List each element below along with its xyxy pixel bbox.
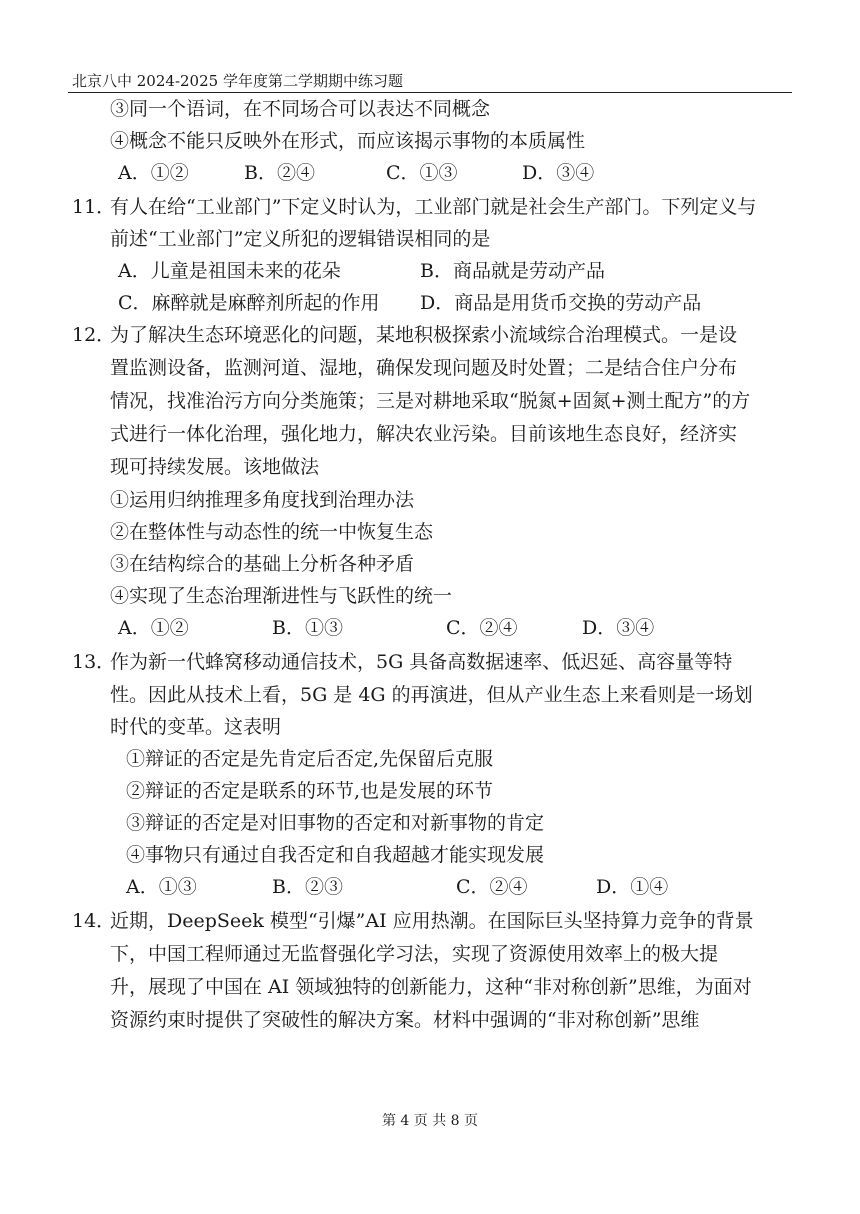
q14-stem-line-2: 下，中国工程师通过无监督强化学习法，实现了资源使用效率上的极大提: [110, 943, 719, 965]
q13-item-4: ④事物只有通过自我否定和自我超越才能实现发展: [126, 844, 545, 866]
q12-stem-line-4: 式进行一体化治理，强化地力，解决农业污染。目前该地生态良好，经济实: [110, 423, 738, 445]
q12-item-4: ④实现了生态治理渐进性与飞跃性的统一: [110, 585, 453, 607]
q14-stem-line-3: 升，展现了中国在 AI 领域独特的创新能力，这种“非对称创新”思维，为面对: [110, 976, 752, 998]
q12-item-1: ①运用归纳推理多角度找到治理办法: [110, 489, 415, 511]
q12-item-2: ②在整体性与动态性的统一中恢复生态: [110, 521, 434, 543]
q14-stem-line-4: 资源约束时提供了突破性的解决方案。材料中强调的“非对称创新”思维: [110, 1009, 700, 1031]
q12-stem-line-2: 置监测设备，监测河道、湿地，确保发现问题及时处置；二是结合住户分布: [110, 357, 738, 379]
q12-option-c: C．②④: [446, 617, 518, 639]
q13-stem-line-3: 时代的变革。这表明: [110, 716, 282, 738]
q13-item-1: ①辩证的否定是先肯定后否定,先保留后克服: [126, 748, 494, 770]
q10-option-c: C．①③: [386, 162, 458, 184]
q10-option-a: A．①②: [118, 162, 189, 184]
q12-option-a: A．①②: [118, 617, 189, 639]
q11-option-b: B．商品就是劳动产品: [420, 260, 605, 282]
q12-stem-line-3: 情况，找准治污方向分类施策；三是对耕地采取“脱氮+固氮+测土配方”的方: [110, 390, 751, 412]
q13-option-b: B．②③: [272, 876, 343, 898]
q13-item-3: ③辩证的否定是对旧事物的否定和对新事物的肯定: [126, 812, 545, 834]
q13-stem-line-1: 作为新一代蜂窝移动通信技术，5G 具备高数据速率、低迟延、高容量等特: [110, 651, 733, 673]
q10-item-3: ③同一个语词，在不同场合可以表达不同概念: [110, 98, 491, 120]
q11-option-d: D．商品是用货币交换的劳动产品: [420, 292, 702, 314]
q14-number: 14．: [72, 910, 116, 932]
q10-item-4: ④概念不能只反映外在形式，而应该揭示事物的本质属性: [110, 130, 586, 152]
q12-number: 12．: [72, 324, 116, 346]
q13-option-a: A．①③: [126, 876, 197, 898]
q11-number: 11．: [72, 196, 116, 218]
q12-stem-line-1: 为了解决生态环境恶化的问题，某地积极探索小流域综合治理模式。一是设: [110, 324, 738, 346]
q12-item-3: ③在结构综合的基础上分析各种矛盾: [110, 553, 415, 575]
q12-option-d: D．③④: [582, 617, 655, 639]
q13-option-c: C．②④: [456, 876, 528, 898]
q11-option-c: C．麻醉就是麻醉剂所起的作用: [118, 292, 380, 314]
q12-option-b: B．①③: [272, 617, 343, 639]
q13-stem-line-2: 性。因此从技术上看，5G 是 4G 的再演进，但从产业生态上来看则是一场划: [110, 684, 753, 706]
q13-number: 13．: [72, 651, 116, 673]
q12-stem-line-5: 现可持续发展。该地做法: [110, 456, 320, 478]
q10-option-d: D．③④: [522, 162, 595, 184]
page-header: 北京八中 2024-2025 学年度第二学期期中练习题: [72, 72, 403, 90]
q11-option-a: A．儿童是祖国未来的花朵: [118, 260, 341, 282]
q10-option-b: B．②④: [244, 162, 315, 184]
header-divider: [68, 92, 792, 93]
q11-stem-line-2: 前述“工业部门”定义所犯的逻辑错误相同的是: [110, 228, 491, 250]
page-footer: 第 4 页 共 8 页: [381, 1113, 479, 1129]
q14-stem-line-1: 近期，DeepSeek 模型“引爆”AI 应用热潮。在国际巨头坚持算力竞争的背景: [110, 910, 754, 932]
q13-option-d: D．①④: [596, 876, 669, 898]
q13-item-2: ②辩证的否定是联系的环节,也是发展的环节: [126, 780, 494, 802]
q11-stem-line-1: 有人在给“工业部门”下定义时认为，工业部门就是社会生产部门。下列定义与: [110, 196, 757, 218]
